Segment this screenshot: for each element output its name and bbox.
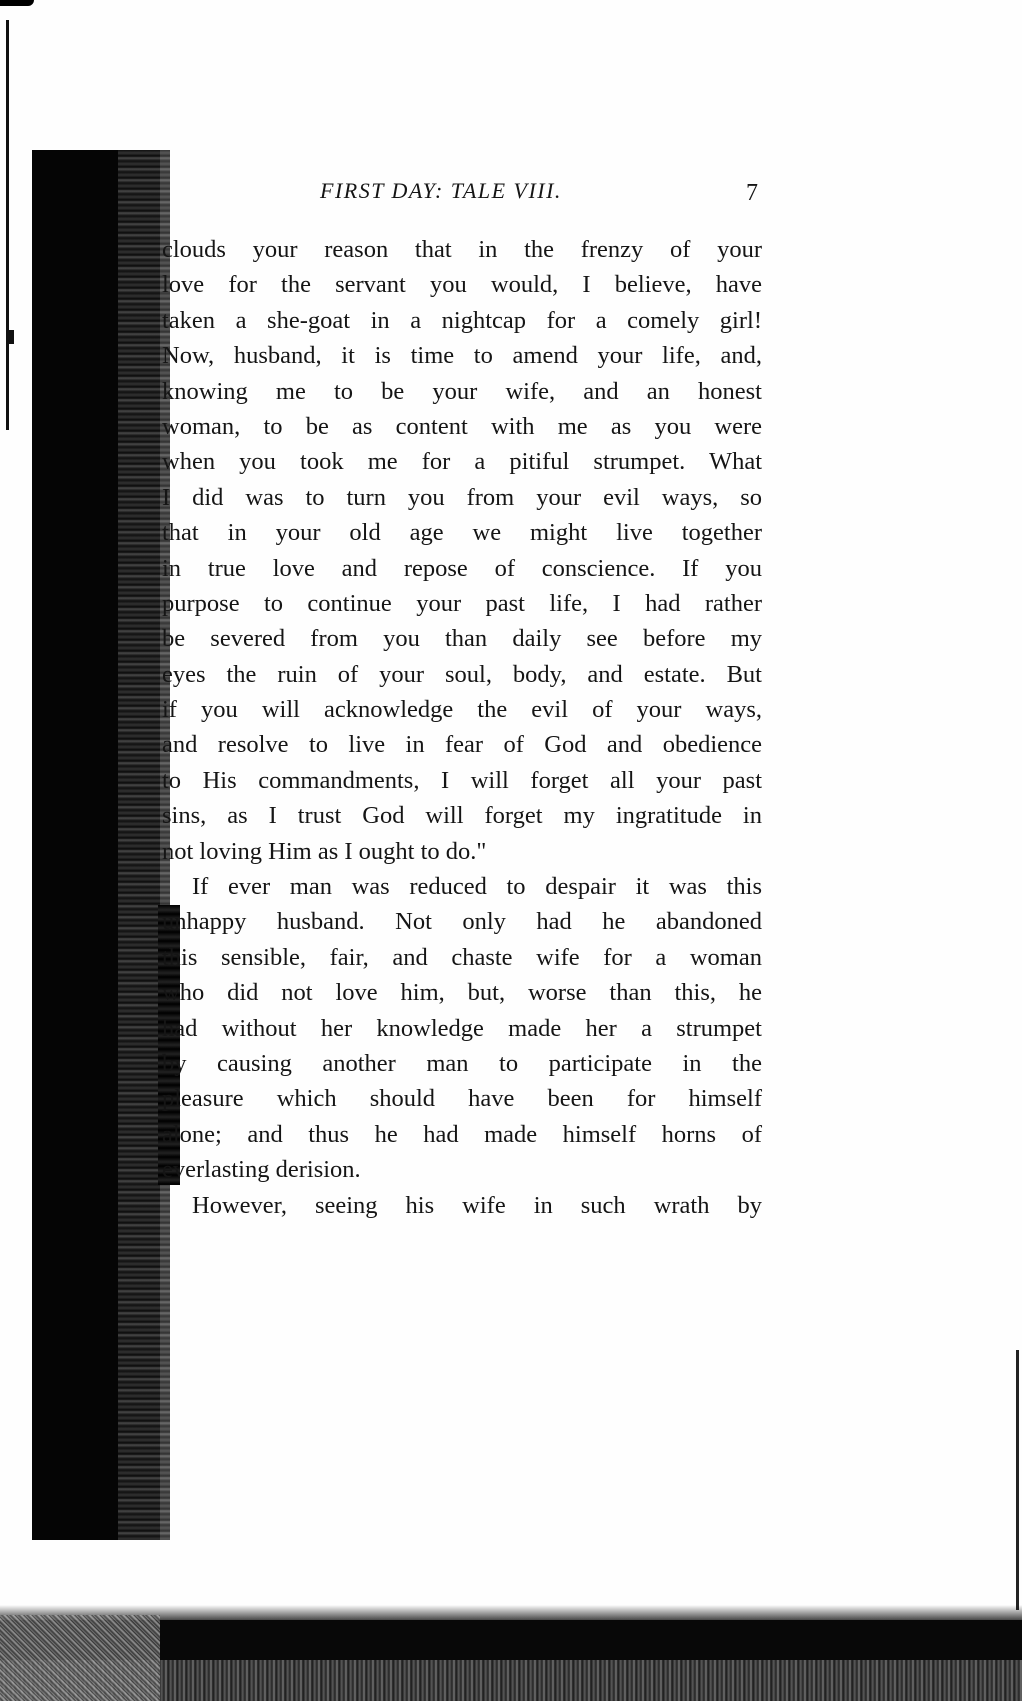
paragraph-start-line: If ever man was reduced to despair it was this (192, 873, 762, 901)
body-text (162, 232, 762, 1223)
text-line: alone; and thus he had made himself horns of (162, 1120, 762, 1148)
text-line: pleasure which should have been for himself (162, 1085, 762, 1113)
paragraph-start-line: However, seeing his wife in such wrath by (192, 1191, 762, 1219)
text-line: to His commandments, I will forget all your past (162, 766, 762, 794)
scan-corner-mark (0, 0, 34, 6)
text-line: purpose to continue your past life, I had rather (162, 589, 762, 617)
running-head: FIRST DAY: TALE VIII. (320, 178, 562, 203)
text-line: Now, husband, it is time to amend your life, and, (162, 342, 762, 370)
scan-bottom-left-noise (0, 1615, 160, 1701)
text-line: taken a she-goat in a nightcap for a comely girl! (162, 306, 762, 334)
text-line: I did was to turn you from your evil ways, so (162, 483, 762, 511)
page-number: 7 (746, 180, 758, 206)
text-line: this sensible, fair, and chaste wife for a woman (162, 943, 762, 971)
text-line: everlasting derision. (162, 1156, 361, 1184)
text-line: be severed from you than daily see before my (162, 625, 762, 653)
text-line: unhappy husband. Not only had he abandoned (162, 908, 762, 936)
text-line: clouds your reason that in the frenzy of your (162, 236, 762, 263)
text-line: knowing me to be your wife, and an honest (162, 377, 762, 405)
text-line: if you will acknowledge the evil of your ways, (162, 696, 762, 724)
text-line: that in your old age we might live together (162, 519, 762, 547)
text-line: and resolve to live in fear of God and obedience (162, 731, 762, 759)
scan-right-rule (1016, 1350, 1019, 1610)
scan-left-rule (6, 20, 9, 430)
text-line: love for the servant you would, I believe, have (162, 271, 762, 299)
text-line: eyes the ruin of your soul, body, and estate. But (162, 660, 762, 688)
text-line: when you took me for a pitiful strumpet. What (162, 448, 762, 476)
text-line: had without her knowledge made her a strumpet (162, 1014, 762, 1042)
text-line: by causing another man to participate in the (162, 1049, 762, 1077)
text-line: woman, to be as content with me as you were (162, 412, 762, 440)
scan-left-rule-tick (8, 330, 14, 344)
text-line: in true love and repose of conscience. If you (162, 554, 762, 582)
text-line: who did not love him, but, worse than this, he (162, 979, 762, 1007)
text-line: sins, as I trust God will forget my ingratitude in (162, 802, 762, 830)
text-line: not loving Him as I ought to do." (162, 837, 487, 865)
